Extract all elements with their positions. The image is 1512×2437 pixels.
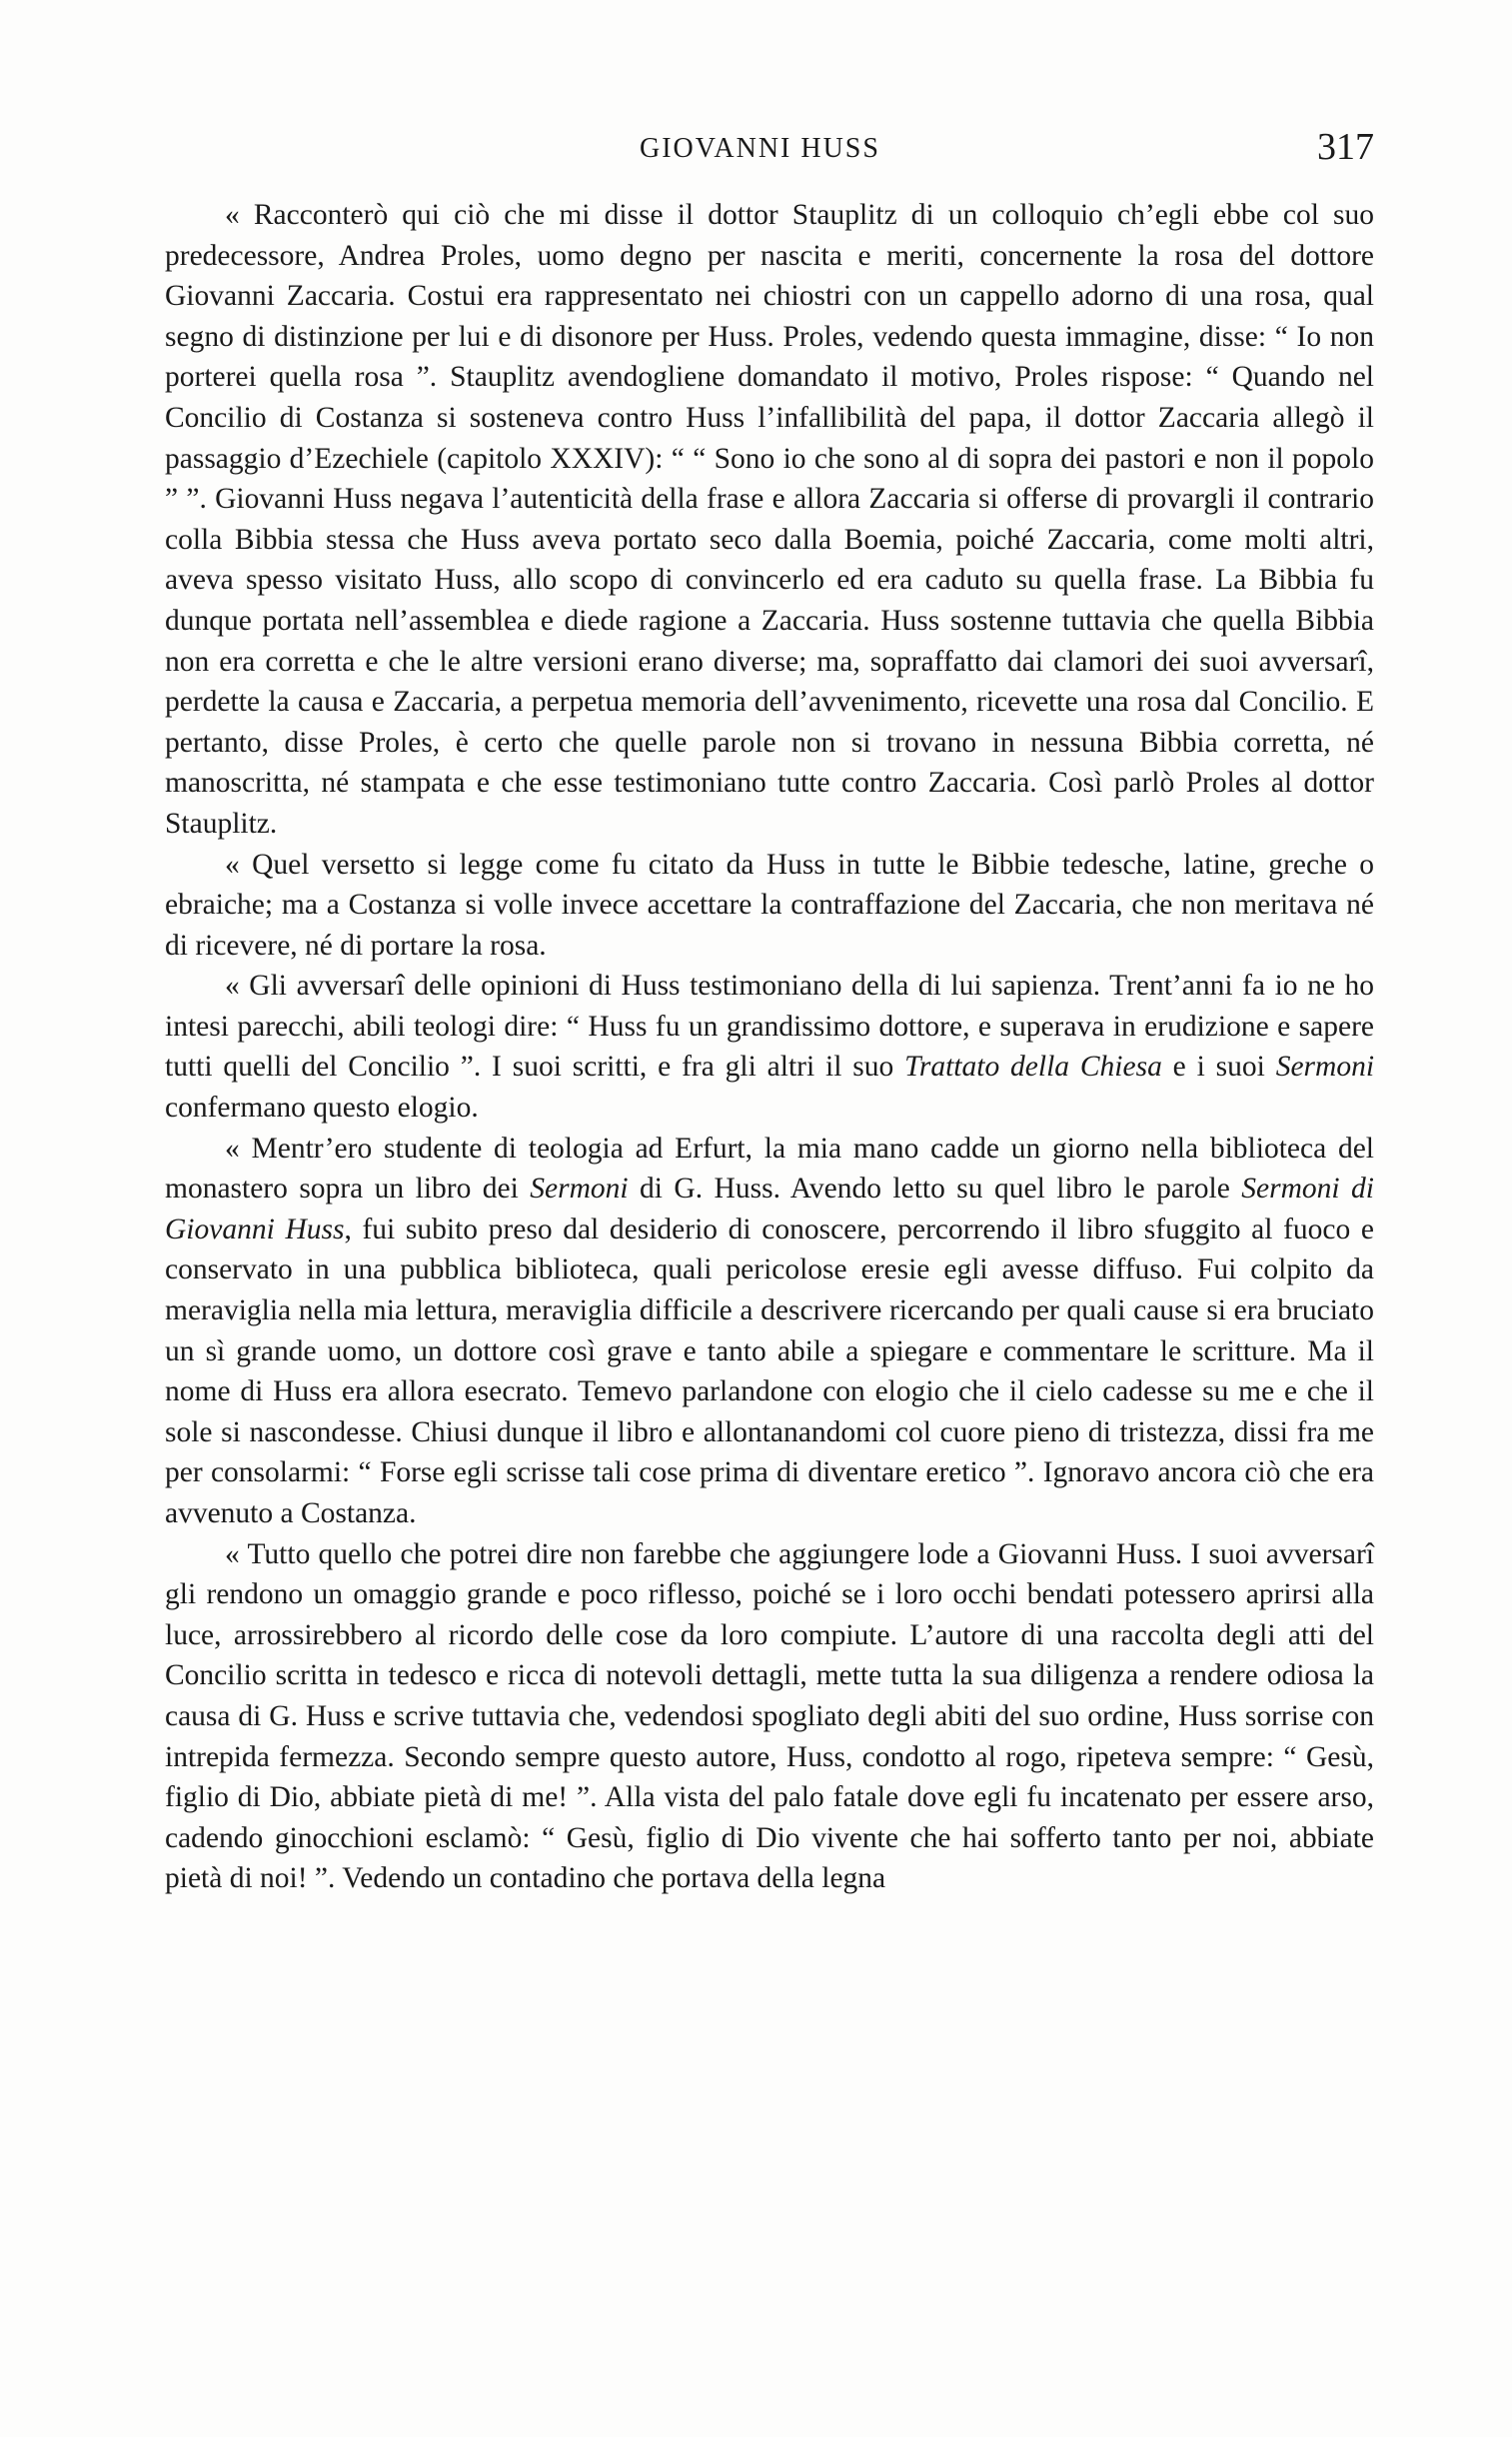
text-run: « Quel versetto si legge come fu citato da Huss in tutte le Bibbie tedesche, latine, greche o ebraiche; ma a Costanza si volle invece accettare la contraffazione del Zaccaria, che non meritava né di ricevere, né di portare la rosa. xyxy=(165,848,1374,962)
text-run: « Gli avversarî delle opinioni di Huss testimoniano della di lui sapienza. Trent’anni fa io ne ho intesi parecchi, abili teologi dire: “ Huss fu un grandissimo dottore, e superava in erudizione e sapere tutti quelli del Concilio ”. I suoi scritti, e fra gli altri il suo xyxy=(165,970,1374,1084)
paragraph xyxy=(165,195,1374,845)
italic-title: Sermoni xyxy=(1275,1051,1375,1084)
page-number: 317 xyxy=(1317,126,1374,168)
page-header xyxy=(165,125,1374,175)
text-run: « Tutto quello che potrei dire non farebbe che aggiungere lode a Giovanni Huss. I suoi avversarî gli rendono un omaggio grande e poco riflesso, poiché se i loro occhi bendati potessero aprirsi alla luce, arrossirebbero al ricordo delle cose da loro compiute. L’autore di una raccolta degli atti del Concilio scritta in tedesco e ricca di notevoli dettagli, mette tutta la sua diligenza a rendere odiosa la causa di G. Huss e scrive tuttavia che, vedendosi spogliato degli abiti del suo ordine, Huss sorrise con intrepida fermezza. Secondo sempre questo autore, Huss, condotto al rogo, ripeteva sempre: “ Gesù, figlio di Dio, abbiate pietà di me! ”. Alla vista del palo fatale dove egli fu incatenato per essere arso, cadendo ginocchioni esclamò: “ Gesù, figlio di Dio vivente che hai sofferto tanto per noi, abbiate pietà di noi! ”. Vedendo un contadino che portava della legna xyxy=(165,1537,1374,1895)
italic-title: Sermoni xyxy=(530,1173,629,1206)
paragraph xyxy=(165,966,1374,1128)
running-title: GIOVANNI HUSS xyxy=(640,133,880,164)
paragraph xyxy=(165,1534,1374,1899)
paragraph xyxy=(165,845,1374,967)
italic-title: Trattato della Chiesa xyxy=(904,1051,1162,1084)
body-text xyxy=(165,195,1374,1899)
text-run: « Racconterò qui ciò che mi disse il dottor Stauplitz di un colloquio ch’egli ebbe col suo predecessore, Andrea Proles, uomo degno per nascita e meriti, concernente la rosa del dottore Giovanni Zaccaria. Costui era rappresentato nei chiostri con un cappello adorno di una rosa, qual segno di distinzione per lui e di disonore per Huss. Proles, vedendo questa immagine, disse: “ Io non porterei quella rosa ”. Stauplitz avendogliene domandato il motivo, Proles rispose: “ Quando nel Concilio di Costanza si sosteneva contro Huss l’infallibilità del papa, il dottor Zaccaria allegò il passaggio d’Ezechiele (capitolo XXXIV): “ “ Sono io che sono al di sopra dei pastori e non il popolo ” ”. Giovanni Huss negava l’autenticità della frase e allora Zaccaria si offerse di provargli il contrario colla Bibbia stessa che Huss aveva portato seco dalla Boemia, poiché Zaccaria, come molti altri, aveva spesso visitato Huss, allo scopo di convincerlo ed era caduto su quella frase. La Bibbia fu dunque portata nell’assemblea e diede ragione a Zaccaria. Huss sostenne tuttavia che quella Bibbia non era corretta e che le altre versioni erano diverse; ma, sopraffatto dai clamori dei suoi avversarî, perdette la causa e Zaccaria, a perpetua memoria dell’avvenimento, ricevette una rosa dal Concilio. E pertanto, disse Proles, è certo che quelle parole non si trovano in nessuna Bibbia corretta, né manoscritta, né stampata e che esse testimoniano tutte contro Zaccaria. Così parlò Proles al dottor Stauplitz. xyxy=(165,199,1374,840)
italic-title: Sermoni di Giovanni Huss xyxy=(165,1173,1374,1245)
text-run: e i suoi xyxy=(1161,1051,1276,1084)
text-run: « Mentr’ero studente di teologia ad Erfurt, la mia mano cadde un giorno nella biblioteca del monastero sopra un libro dei xyxy=(165,1132,1374,1206)
paragraph xyxy=(165,1129,1374,1534)
text-run: di G. Huss. Avendo letto su quel libro le parole xyxy=(628,1173,1242,1206)
text-run: confermano questo elogio. xyxy=(165,1092,479,1125)
text-run: , fui subito preso dal desiderio di conoscere, percorrendo il libro sfuggito al fuoco e conservato in una pubblica biblioteca, quali pericolose eresie egli avesse diffuso. Fui colpito da meraviglia nella mia lettura, meraviglia difficile a descrivere ricercando per quali cause si era bruciato un sì grande uomo, un dottore così grave e tanto abile a spiegare e commentare le scritture. Ma il nome di Huss era allora esecrato. Temevo parlandone con elogio che il cielo cadesse su me e che il sole si nascondesse. Chiusi dunque il libro e allontanandomi col cuore pieno di tristezza, dissi fra me per consolarmi: “ Forse egli scrisse tali cose prima di diventare eretico ”. Ignoravo ancora ciò che era avvenuto a Costanza. xyxy=(165,1213,1374,1529)
